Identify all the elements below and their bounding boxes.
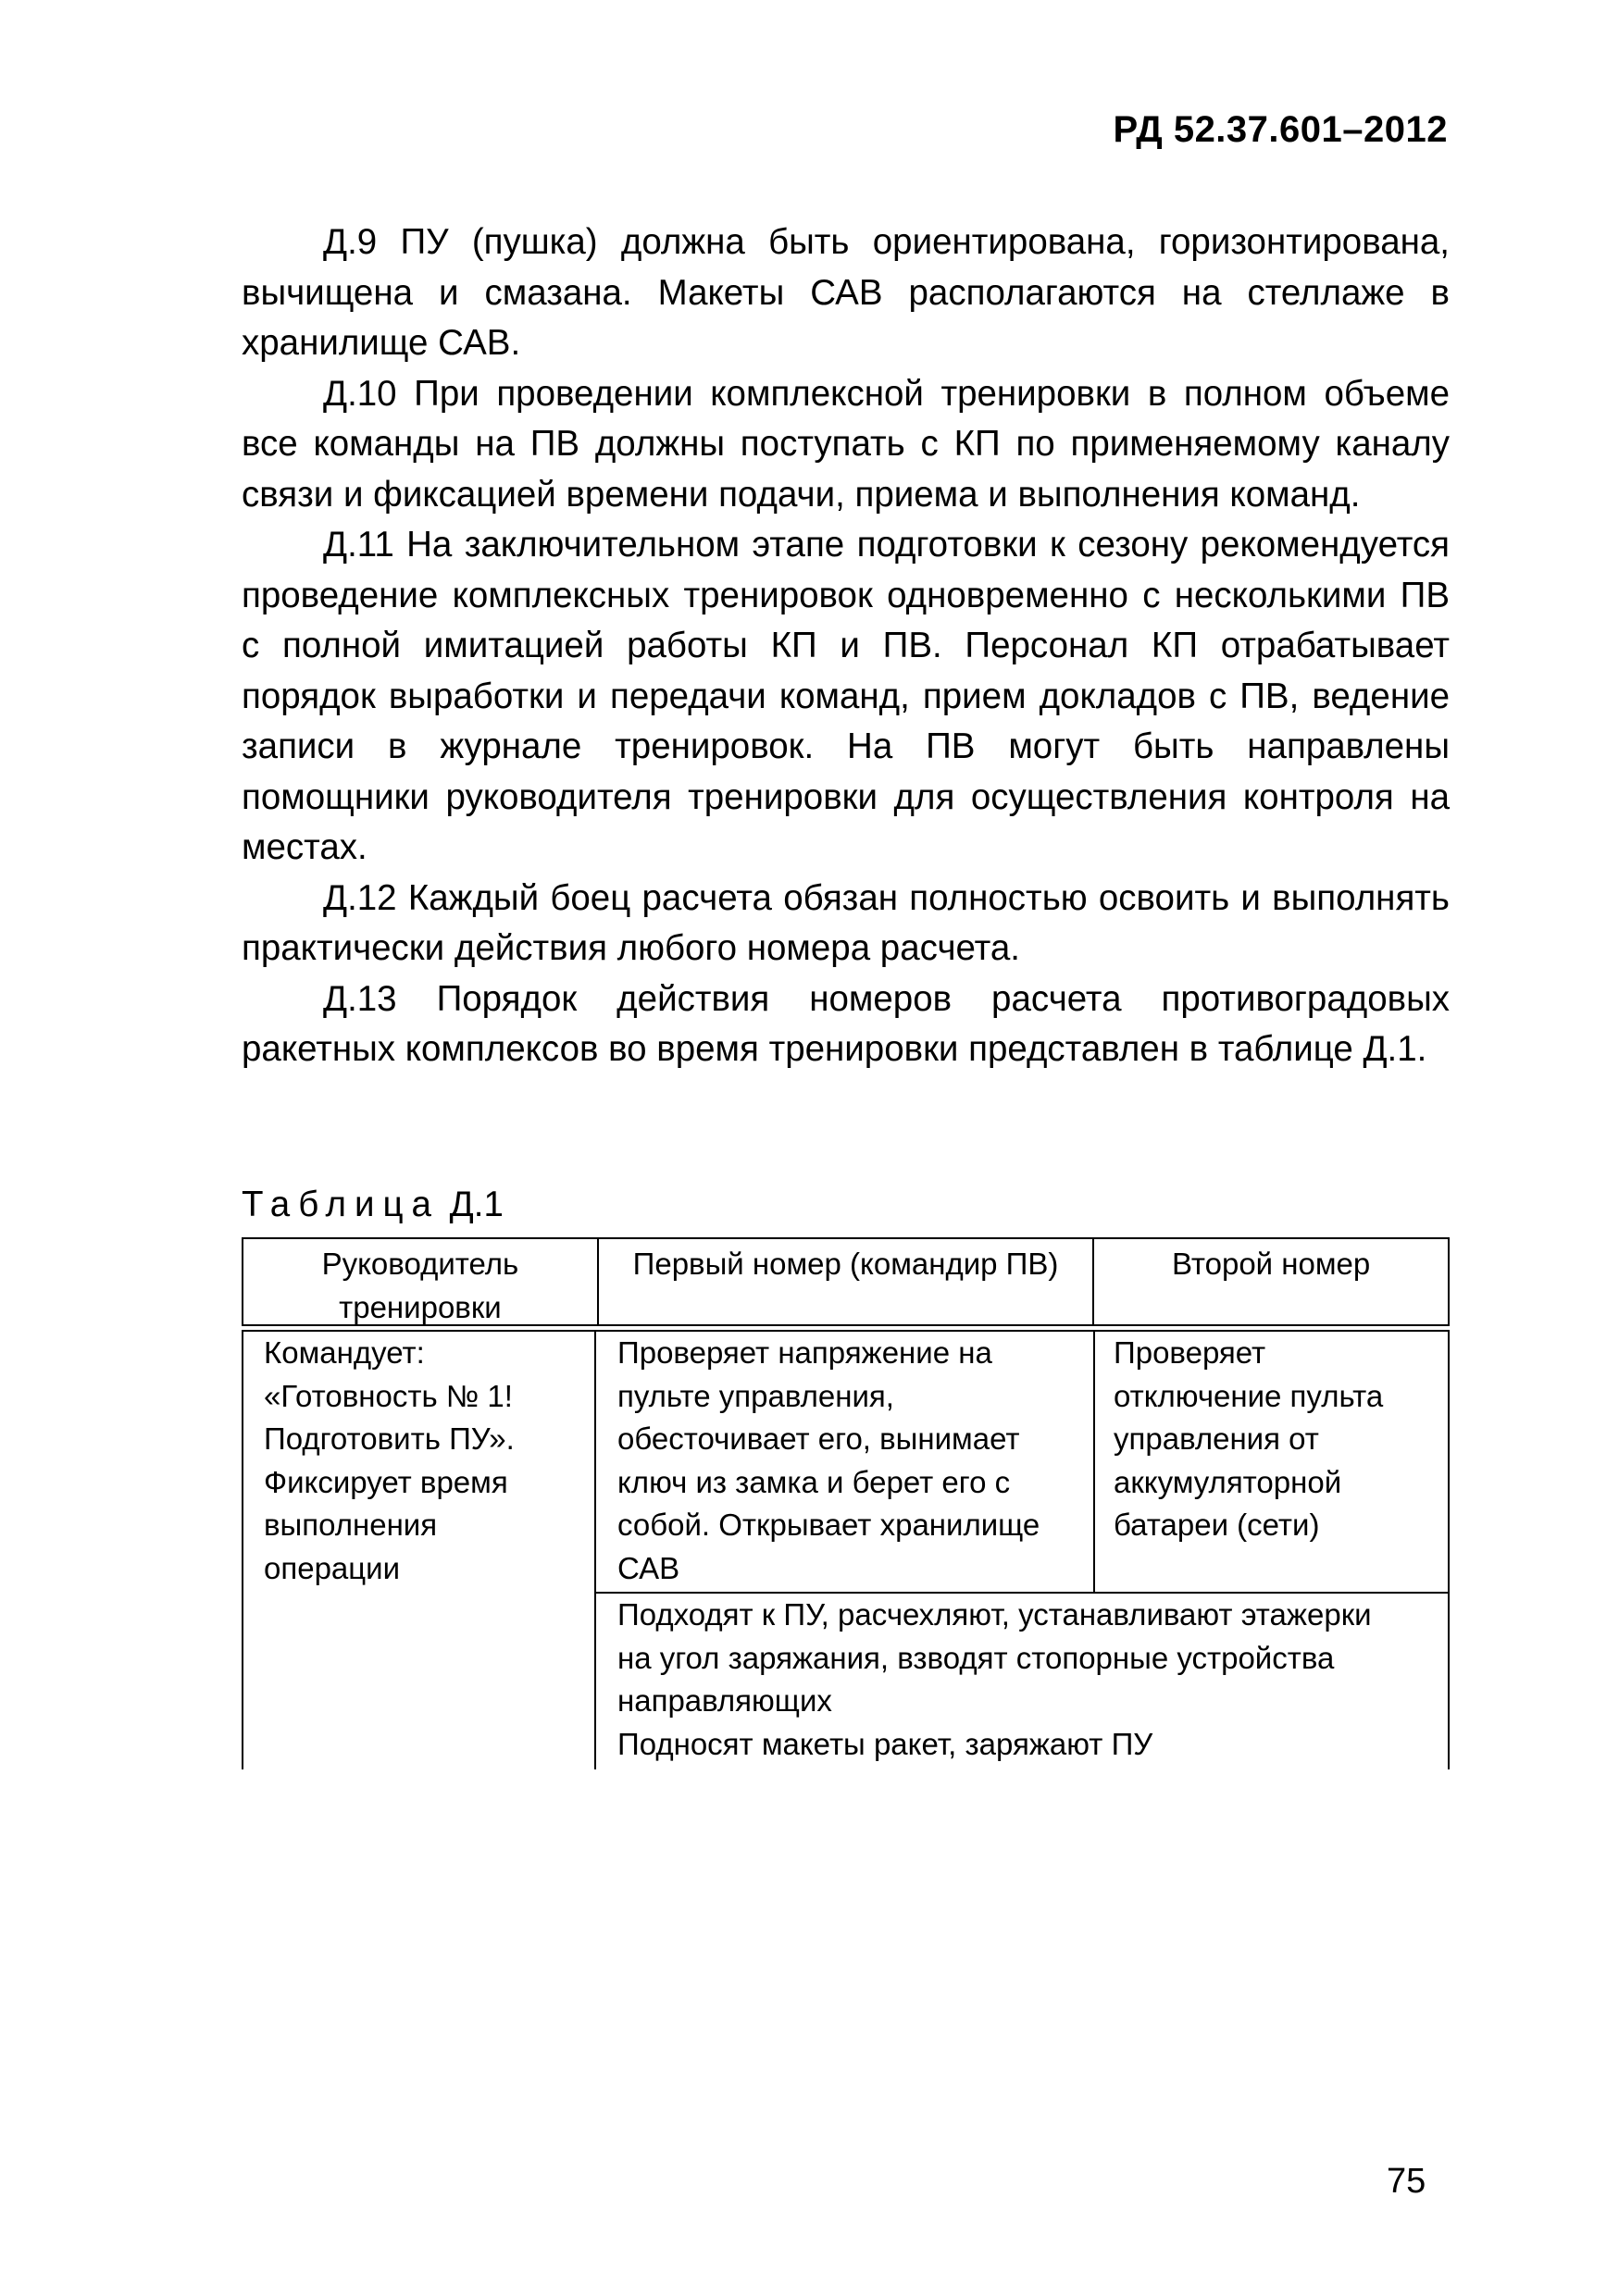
text-line: обесточивает его, вынимает <box>617 1421 1020 1456</box>
text-line: Проверяет <box>1114 1335 1266 1370</box>
text-line: Подготовить ПУ». <box>264 1421 515 1456</box>
table-header-row <box>242 1237 1450 1326</box>
text-line: собой. Открывает хранилище <box>617 1508 1040 1542</box>
text-line: на угол заряжания, взводят стопорные устройства <box>617 1640 1335 1675</box>
cell-joint-actions <box>617 1594 1432 1766</box>
header-supervisor-line: тренировки <box>339 1289 502 1324</box>
body-text <box>242 217 1450 1075</box>
page-number: 75 <box>1387 2162 1426 2201</box>
text-line: Фиксирует время <box>264 1464 508 1499</box>
table-caption-word: Таблица <box>242 1185 440 1224</box>
text-line: выполнения <box>264 1508 438 1542</box>
cell-first-number-actions <box>617 1332 1090 1590</box>
paragraph-d11: Д.11 На заключительном этапе подготовки к сезону рекомендуется проведение комплексных тренировок одновременно с несколькими ПВ с полной имитацией работы КП и ПВ. Персонал КП отрабатывает порядок выработки и передачи команд, прием докладов с ПВ, ведение записи в журнале тренировок. На ПВ могут быть направлены помощники руководителя тренировки для осуществления контроля на местах. <box>242 525 1450 867</box>
table-left-border <box>242 1332 243 1769</box>
text-line: аккумуляторной <box>1114 1464 1342 1499</box>
header-first-number-text: Первый номер (командир ПВ) <box>632 1247 1059 1281</box>
cell-second-number-actions <box>1114 1332 1442 1547</box>
table-caption-id: Д.1 <box>449 1185 504 1224</box>
paragraph-d10: Д.10 При проведении комплексной тренировки в полном объеме все команды на ПВ должны поступать с КП по применяемому каналу связи и фиксацией времени подачи, приема и выполнения команд. <box>242 373 1450 515</box>
table-right-border <box>1448 1332 1450 1769</box>
text-line: направляющих <box>617 1683 832 1718</box>
text-line: отключение пульта <box>1114 1378 1384 1413</box>
text-line: операции <box>264 1550 401 1585</box>
paragraph-d9: Д.9 ПУ (пушка) должна быть ориентирована, горизонтирована, вычищена и смазана. Макеты САВ располагаются на стеллаже в хранилище САВ. <box>242 222 1450 363</box>
header-supervisor-line: Руководитель <box>321 1247 519 1281</box>
header-cell-first-number <box>597 1239 1092 1324</box>
table-caption <box>242 1185 504 1225</box>
text-line: САВ <box>617 1550 680 1585</box>
cell-supervisor-command <box>264 1332 588 1590</box>
header-cell-supervisor <box>243 1239 597 1324</box>
column-divider-2 <box>1093 1332 1095 1592</box>
text-line: Подходят к ПУ, расчехляют, устанавливают этажерки <box>617 1597 1372 1632</box>
paragraph-d12: Д.12 Каждый боец расчета обязан полностью освоить и выполнять практически действия любого номера расчета. <box>242 877 1450 968</box>
text-line: батареи (сети) <box>1114 1508 1320 1542</box>
header-cell-second-number <box>1092 1239 1448 1324</box>
document-id-header: РД 52.37.601–2012 <box>1113 109 1448 150</box>
header-second-number-text: Второй номер <box>1171 1247 1371 1281</box>
column-divider-1 <box>594 1332 596 1769</box>
text-line: управления от <box>1114 1421 1319 1456</box>
text-line: Проверяет напряжение на <box>617 1335 992 1370</box>
text-line: Подносят макеты ракет, заряжают ПУ <box>617 1726 1153 1761</box>
table-body <box>242 1330 1450 1769</box>
text-line: ключ из замка и берет его с <box>617 1464 1011 1499</box>
paragraph-d13: Д.13 Порядок действия номеров расчета противоградовых ракетных комплексов во время тренировки представлен в таблице Д.1. <box>242 978 1450 1069</box>
text-line: пульте управления, <box>617 1378 894 1413</box>
table-d1 <box>242 1237 1450 1769</box>
text-line: «Готовность № 1! <box>264 1378 513 1413</box>
text-line: Командует: <box>264 1335 425 1370</box>
